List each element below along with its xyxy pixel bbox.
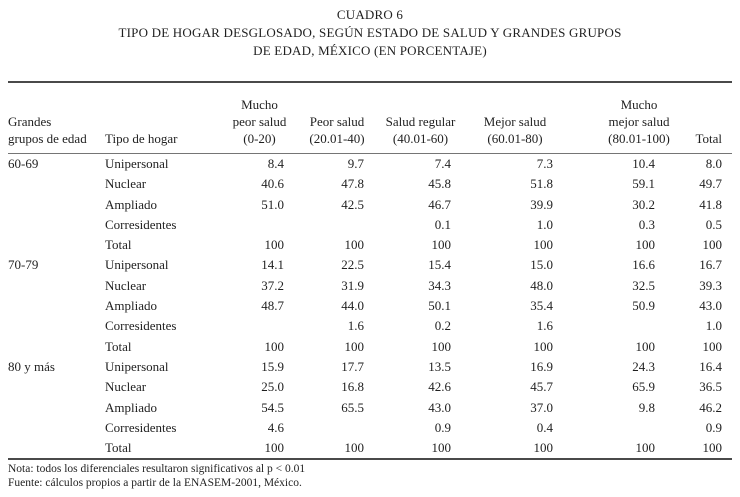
table-title-line1: TIPO DE HOGAR DESGLOSADO, SEGÚN ESTADO DE SALUD Y GRANDES GRUPOS (118, 25, 622, 40)
value-cell: 49.7 (699, 176, 722, 192)
value-cell: 47.8 (341, 176, 364, 192)
age-group-cell (8, 398, 105, 418)
table-row (8, 337, 732, 357)
table-title-line2: DE EDAD, MÉXICO (EN PORCENTAJE) (253, 43, 487, 58)
table-row (8, 296, 732, 316)
col-header-line: Tipo de hogar (105, 131, 178, 146)
col-header-line: Mucho (241, 97, 278, 112)
age-group-cell (8, 337, 105, 357)
value-cell: 100 (533, 338, 553, 354)
household-type-cell: Total (105, 440, 132, 456)
table-number: CUADRO 6 (336, 7, 404, 22)
value-cell: 7.4 (434, 156, 451, 171)
household-type-cell: Nuclear (105, 379, 147, 395)
value-cell: 8.0 (705, 156, 722, 171)
household-type-cell: Unipersonal (105, 257, 169, 273)
value-cell: 1.0 (536, 216, 553, 232)
table-row (8, 357, 732, 377)
household-type-cell: Total (105, 237, 132, 253)
source-note: Fuente: cálculos propios a partir de la ENASEM-2001, México. (8, 476, 302, 489)
household-type-by-health-table (8, 81, 732, 460)
value-cell (222, 316, 297, 336)
col-header-line: (60.01-80) (487, 131, 543, 146)
value-cell: 42.6 (428, 379, 451, 395)
value-cell: 100 (264, 237, 284, 253)
value-cell: 0.4 (536, 419, 553, 435)
value-cell: 100 (264, 440, 284, 456)
value-cell: 100 (635, 440, 655, 456)
value-cell: 100 (702, 237, 722, 253)
age-group-cell (8, 174, 105, 194)
age-group-cell (8, 276, 105, 296)
col-header-line: Mejor salud (483, 114, 547, 129)
value-cell (297, 418, 377, 438)
value-cell: 51.0 (261, 196, 284, 212)
value-cell: 37.2 (261, 277, 284, 293)
col-header-line: Grandes (8, 114, 52, 129)
value-cell: 100 (702, 440, 722, 456)
value-cell: 100 (431, 237, 451, 253)
col-header-mucho-peor-salud (222, 82, 297, 154)
col-header-mucho-mejor-salud (566, 82, 668, 154)
table-row (8, 195, 732, 215)
value-cell: 100 (344, 440, 364, 456)
col-header-line: (40.01-60) (392, 131, 449, 146)
value-cell: 46.7 (428, 196, 451, 212)
col-header-line: Mucho (620, 97, 658, 112)
value-cell: 30.2 (632, 196, 655, 212)
value-cell: 100 (635, 338, 655, 354)
value-cell: 0.2 (434, 318, 451, 334)
value-cell: 46.2 (699, 399, 722, 415)
value-cell: 10.4 (632, 156, 655, 171)
age-group-cell (8, 195, 105, 215)
col-header-salud-regular (377, 82, 464, 154)
household-type-cell: Nuclear (105, 277, 147, 293)
col-header-line: (80.01-100) (608, 131, 670, 146)
table-row (8, 316, 732, 336)
col-header-line: Salud regular (385, 114, 456, 129)
value-cell: 100 (264, 338, 284, 354)
value-cell: 100 (702, 338, 722, 354)
value-cell: 45.7 (530, 379, 553, 395)
value-cell: 36.5 (699, 379, 722, 395)
value-cell: 17.7 (341, 358, 364, 374)
value-cell: 51.8 (530, 176, 553, 192)
table-row (8, 398, 732, 418)
table-row (8, 255, 732, 275)
value-cell: 15.4 (428, 257, 451, 273)
col-header-mejor-salud (464, 82, 566, 154)
value-cell: 100 (344, 237, 364, 253)
value-cell: 43.0 (428, 399, 451, 415)
value-cell: 40.6 (261, 176, 284, 192)
age-group-cell: 70-79 (8, 257, 39, 273)
household-type-cell: Corresidentes (105, 216, 177, 232)
value-cell: 32.5 (632, 277, 655, 293)
value-cell: 16.8 (341, 379, 364, 395)
value-cell: 1.0 (705, 318, 722, 334)
value-cell: 31.9 (341, 277, 364, 293)
value-cell: 48.7 (261, 298, 284, 314)
household-type-cell: Unipersonal (105, 156, 169, 171)
value-cell: 100 (533, 237, 553, 253)
value-cell: 50.1 (428, 298, 451, 314)
household-type-cell: Ampliado (105, 399, 157, 415)
table-body (8, 154, 732, 460)
value-cell: 42.5 (341, 196, 364, 212)
household-type-cell: Ampliado (105, 298, 157, 314)
age-group-cell (8, 418, 105, 438)
value-cell: 48.0 (530, 277, 553, 293)
table-row (8, 154, 732, 175)
value-cell: 65.5 (341, 399, 364, 415)
value-cell: 24.3 (632, 358, 655, 374)
table-title-block (8, 6, 732, 60)
value-cell: 100 (635, 237, 655, 253)
col-header-line: Total (695, 131, 722, 146)
table-row (8, 438, 732, 459)
col-header-line: grupos de edad (8, 131, 87, 146)
value-cell: 37.0 (530, 399, 553, 415)
value-cell: 65.9 (632, 379, 655, 395)
household-type-cell: Nuclear (105, 176, 147, 192)
value-cell: 4.6 (267, 419, 284, 435)
table-row (8, 215, 732, 235)
age-group-cell (8, 215, 105, 235)
value-cell: 54.5 (261, 399, 284, 415)
col-header-line: (20.01-40) (309, 131, 365, 146)
value-cell: 0.1 (434, 216, 451, 232)
household-type-cell: Total (105, 338, 132, 354)
value-cell: 14.1 (261, 257, 284, 273)
value-cell: 59.1 (632, 176, 655, 192)
table-row (8, 235, 732, 255)
value-cell: 100 (431, 338, 451, 354)
table-row (8, 174, 732, 194)
col-header-line: Peor salud (309, 114, 365, 129)
value-cell: 25.0 (261, 379, 284, 395)
table-row (8, 418, 732, 438)
table-notes (8, 463, 732, 490)
value-cell: 9.8 (638, 399, 655, 415)
age-group-cell: 60-69 (8, 156, 39, 171)
value-cell: 13.5 (428, 358, 451, 374)
age-group-cell (8, 438, 105, 459)
value-cell: 15.9 (261, 358, 284, 374)
value-cell: 43.0 (699, 298, 722, 314)
value-cell (222, 215, 297, 235)
value-cell (566, 418, 668, 438)
age-group-cell (8, 235, 105, 255)
value-cell: 9.7 (347, 156, 364, 171)
age-group-cell (8, 296, 105, 316)
col-header-line: (0-20) (243, 131, 276, 146)
value-cell: 39.9 (530, 196, 553, 212)
value-cell: 15.0 (530, 257, 553, 273)
value-cell: 16.4 (699, 358, 722, 374)
value-cell: 0.9 (434, 419, 451, 435)
value-cell: 16.7 (699, 257, 722, 273)
age-group-cell: 80 y más (8, 358, 55, 374)
value-cell: 45.8 (428, 176, 451, 192)
col-header-tipo-de-hogar (105, 82, 222, 154)
value-cell: 50.9 (632, 298, 655, 314)
value-cell: 35.4 (530, 298, 553, 314)
col-header-line: mejor salud (608, 114, 670, 129)
table-row (8, 377, 732, 397)
table-header (8, 82, 732, 154)
value-cell: 16.9 (530, 358, 553, 374)
value-cell: 34.3 (428, 277, 451, 293)
age-group-cell (8, 377, 105, 397)
table-row (8, 276, 732, 296)
value-cell: 100 (533, 440, 553, 456)
col-header-line: peor salud (232, 114, 287, 129)
household-type-cell: Unipersonal (105, 358, 169, 374)
value-cell: 7.3 (536, 156, 553, 171)
value-cell: 44.0 (341, 298, 364, 314)
col-header-peor-salud (297, 82, 377, 154)
value-cell: 8.4 (267, 156, 284, 171)
significance-note: Nota: todos los diferenciales resultaron significativos al p < 0.01 (8, 463, 306, 476)
value-cell: 22.5 (341, 257, 364, 273)
household-type-cell: Ampliado (105, 196, 157, 212)
value-cell: 100 (344, 338, 364, 354)
value-cell: 1.6 (536, 318, 553, 334)
value-cell: 39.3 (699, 277, 722, 293)
col-header-grandes-grupos-de-edad (8, 82, 105, 154)
value-cell: 0.3 (638, 216, 655, 232)
household-type-cell: Corresidentes (105, 419, 177, 435)
value-cell: 100 (431, 440, 451, 456)
value-cell: 16.6 (632, 257, 655, 273)
household-type-cell: Corresidentes (105, 318, 177, 334)
age-group-cell (8, 316, 105, 336)
value-cell (297, 215, 377, 235)
value-cell (566, 316, 668, 336)
value-cell: 0.9 (705, 419, 722, 435)
value-cell: 0.5 (705, 216, 722, 232)
value-cell: 41.8 (699, 196, 722, 212)
header-row (8, 82, 732, 154)
value-cell: 1.6 (347, 318, 364, 334)
